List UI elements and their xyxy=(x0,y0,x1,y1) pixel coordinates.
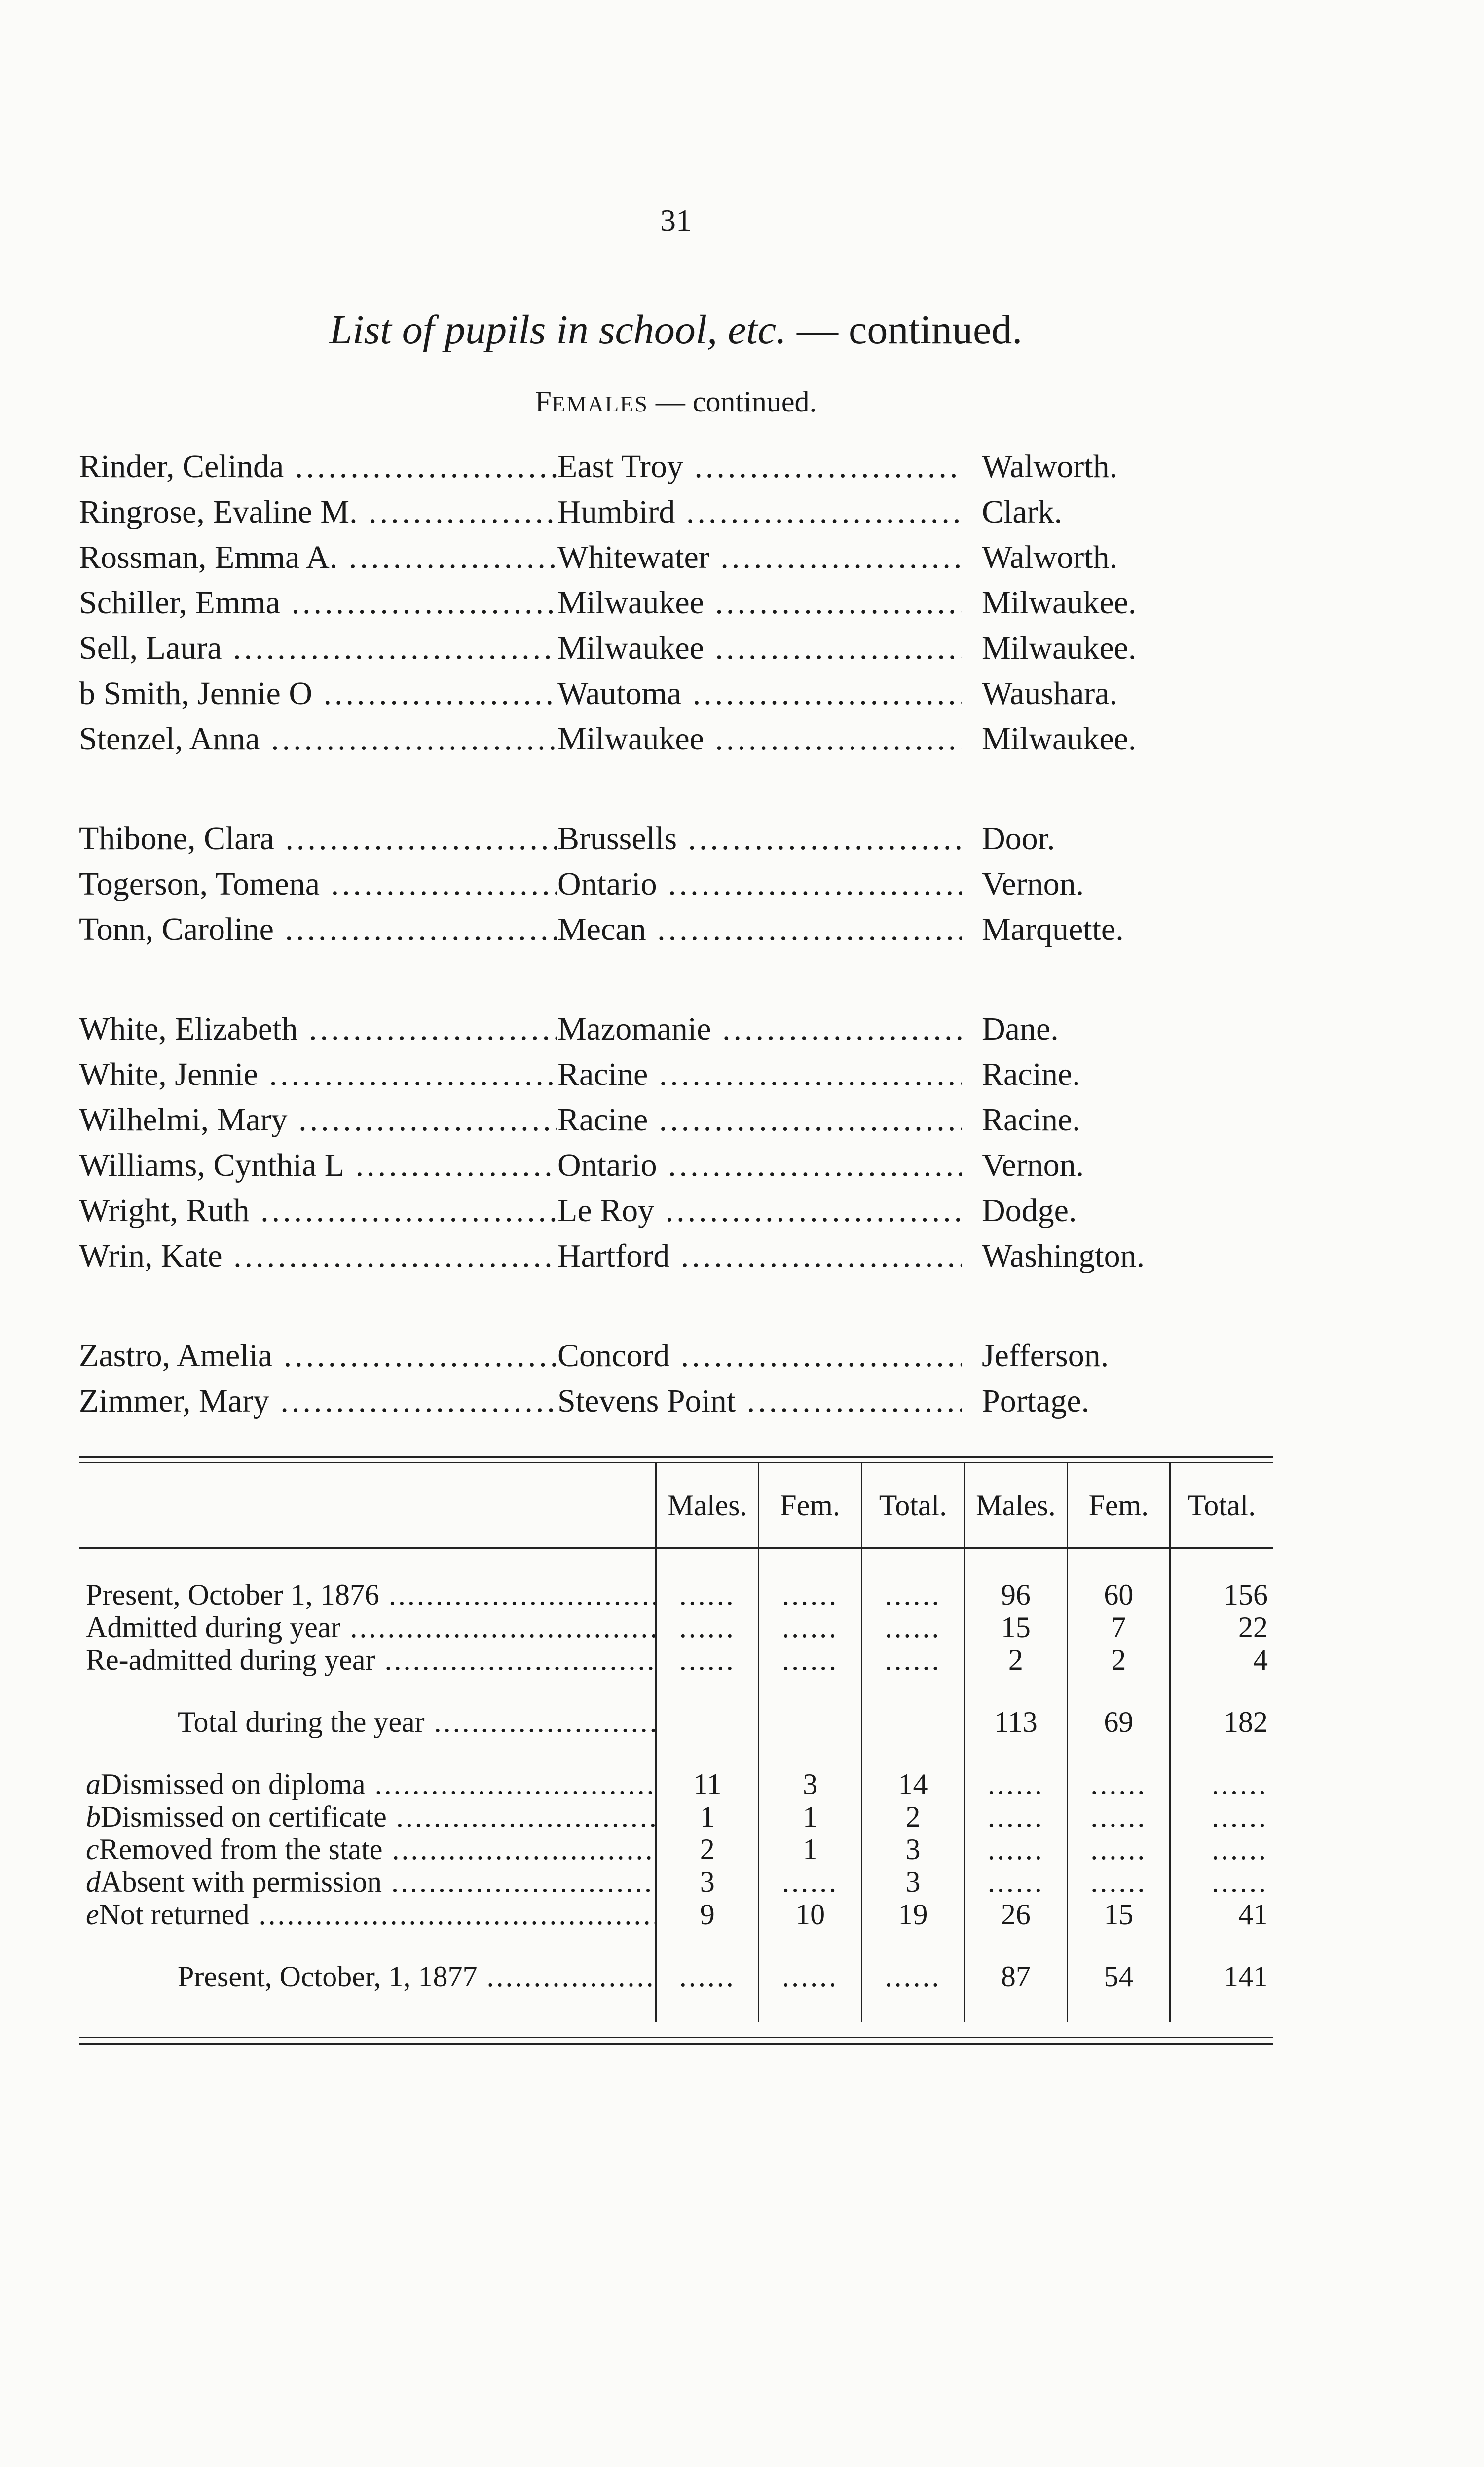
pupil-town: Hartford ..... xyxy=(557,1234,962,1279)
pupil-town: Brussells ..... xyxy=(557,816,962,861)
table-cell: 60 xyxy=(1067,1578,1170,1611)
pupil-row xyxy=(79,861,1273,907)
pupil-row xyxy=(79,1143,1273,1188)
pupil-county: Milwaukee. xyxy=(982,630,1137,666)
pupil-town: Mecan ..... xyxy=(557,907,962,952)
row-label: Present, October 1, 1876 ..... xyxy=(86,1578,656,1611)
pupil-county: Milwaukee. xyxy=(982,585,1137,621)
pupil-name: Tonn, Caroline ..... xyxy=(79,907,557,952)
row-label: Present, October, 1, 1877 ..... xyxy=(178,1960,656,1993)
table-cell: 54 xyxy=(1067,1960,1170,1993)
table-cell xyxy=(1067,1833,1170,1866)
pupil-name: Schiller, Emma ..... xyxy=(79,580,557,626)
table-cell: 9 xyxy=(656,1898,759,1931)
pupil-county: Walworth. xyxy=(982,449,1118,485)
pupil-county: Walworth. xyxy=(982,539,1118,575)
table-cell: 113 xyxy=(965,1706,1067,1738)
table-cell xyxy=(861,1960,964,1993)
pupil-town: Stevens Point ..... xyxy=(557,1379,962,1424)
title-italic: List of pupils in school, etc. xyxy=(329,307,787,353)
pupil-name: Ringrose, Evaline M. ..... xyxy=(79,489,557,535)
pupil-name: White, Jennie ..... xyxy=(79,1052,557,1097)
statistics-table xyxy=(79,1456,1273,2045)
table-cell xyxy=(759,1644,861,1676)
table-cell xyxy=(861,1706,964,1738)
pupil-row xyxy=(79,1052,1273,1097)
table-cell xyxy=(656,1644,759,1676)
pupil-county: Clark. xyxy=(982,494,1063,530)
pupil-county: Racine. xyxy=(982,1102,1080,1138)
pupil-row xyxy=(79,444,1273,489)
pupil-name: Sell, Laura ..... xyxy=(79,626,557,671)
col-header: Fem. xyxy=(1067,1463,1170,1548)
pupil-county: Washington. xyxy=(982,1238,1145,1274)
table-row xyxy=(79,1866,1273,1898)
page-title xyxy=(0,306,1352,354)
pupil-name: Thibone, Clara ..... xyxy=(79,816,557,861)
table-cell xyxy=(656,1706,759,1738)
pupil-row xyxy=(79,816,1273,861)
pupil-town: Le Roy ..... xyxy=(557,1188,962,1234)
pupil-name: Zastro, Amelia ..... xyxy=(79,1333,557,1379)
pupil-group xyxy=(79,1333,1273,1424)
table-row xyxy=(79,1768,1273,1800)
pupil-county: Vernon. xyxy=(982,866,1084,902)
table-cell: 14 xyxy=(861,1768,964,1800)
pupil-name: Rossman, Emma A. ..... xyxy=(79,535,557,580)
pupil-row xyxy=(79,716,1273,762)
table-cell: 1 xyxy=(759,1800,861,1833)
table-cell: 15 xyxy=(965,1611,1067,1644)
pupil-town: Racine ..... xyxy=(557,1097,962,1143)
table-cell: 96 xyxy=(965,1578,1067,1611)
pupil-county: Marquette. xyxy=(982,911,1124,947)
col-header: Males. xyxy=(656,1463,759,1548)
pupil-name: b Smith, Jennie O ..... xyxy=(79,671,557,716)
table-cell xyxy=(861,1611,964,1644)
table-cell: 2 xyxy=(656,1833,759,1866)
pupil-name: Zimmer, Mary ..... xyxy=(79,1379,557,1424)
row-label: Dismissed on diploma ..... xyxy=(101,1768,656,1800)
pupil-town: East Troy ..... xyxy=(557,444,962,489)
row-prefix: e xyxy=(86,1898,99,1931)
pupil-county: Portage. xyxy=(982,1383,1090,1419)
table-cell xyxy=(759,1960,861,1993)
table-cell xyxy=(1170,1768,1273,1800)
table-row xyxy=(79,1800,1273,1833)
pupil-town: Whitewater ..... xyxy=(557,535,962,580)
table-cell xyxy=(1067,1800,1170,1833)
table-cell xyxy=(656,1960,759,1993)
pupil-row xyxy=(79,1007,1273,1052)
attendance-table xyxy=(79,1463,1273,2022)
table-cell: 156 xyxy=(1170,1578,1273,1611)
pupil-town: Ontario ..... xyxy=(557,1143,962,1188)
table-cell: 19 xyxy=(861,1898,964,1931)
pupil-row xyxy=(79,535,1273,580)
pupil-row xyxy=(79,907,1273,952)
section-heading: FEMALES — continued. xyxy=(535,385,817,418)
table-cell: 3 xyxy=(656,1866,759,1898)
row-prefix: c xyxy=(86,1833,99,1866)
table-cell xyxy=(656,1611,759,1644)
table-cell xyxy=(1170,1866,1273,1898)
row-prefix: a xyxy=(86,1768,101,1800)
table-cell: 4 xyxy=(1170,1644,1273,1676)
pupil-town: Wautoma ..... xyxy=(557,671,962,716)
pupil-row xyxy=(79,1234,1273,1279)
pupil-group xyxy=(79,444,1273,762)
pupil-name: Togerson, Tomena ..... xyxy=(79,861,557,907)
table-row xyxy=(79,1578,1273,1611)
pupil-name: Stenzel, Anna ..... xyxy=(79,716,557,762)
table-cell: 1 xyxy=(759,1833,861,1866)
pupil-town: Racine ..... xyxy=(557,1052,962,1097)
table-cell xyxy=(965,1866,1067,1898)
pupil-county: Dodge. xyxy=(982,1193,1077,1229)
row-prefix: d xyxy=(86,1866,101,1898)
pupil-county: Door. xyxy=(982,821,1055,857)
pupil-row xyxy=(79,580,1273,626)
table-cell: 15 xyxy=(1067,1898,1170,1931)
table-cell xyxy=(759,1706,861,1738)
pupil-town: Concord ..... xyxy=(557,1333,962,1379)
table-row xyxy=(79,1833,1273,1866)
col-header: Total. xyxy=(861,1463,964,1548)
pupil-group xyxy=(79,816,1273,952)
pupil-town: Ontario ..... xyxy=(557,861,962,907)
table-cell xyxy=(965,1800,1067,1833)
table-cell: 182 xyxy=(1170,1706,1273,1738)
pupil-group xyxy=(79,1007,1273,1279)
row-label: Not returned ..... xyxy=(99,1898,656,1931)
table-cell xyxy=(1170,1800,1273,1833)
table-cell xyxy=(656,1578,759,1611)
pupil-name: Wilhelmi, Mary ..... xyxy=(79,1097,557,1143)
table-cell: 3 xyxy=(861,1866,964,1898)
table-cell: 41 xyxy=(1170,1898,1273,1931)
pupil-name: Wright, Ruth ..... xyxy=(79,1188,557,1234)
pupil-row xyxy=(79,1333,1273,1379)
table-cell: 3 xyxy=(759,1768,861,1800)
row-label: Dismissed on certificate ..... xyxy=(101,1800,656,1833)
table-row xyxy=(79,1898,1273,1931)
table-cell xyxy=(759,1866,861,1898)
table-cell: 1 xyxy=(656,1800,759,1833)
pupil-town: Milwaukee ..... xyxy=(557,716,962,762)
pupil-row xyxy=(79,1379,1273,1424)
pupil-row xyxy=(79,489,1273,535)
table-row xyxy=(79,1706,1273,1738)
row-label: Total during the year ..... xyxy=(178,1706,656,1738)
table-cell: 22 xyxy=(1170,1611,1273,1644)
pupil-name: Wrin, Kate ..... xyxy=(79,1234,557,1279)
table-cell: 11 xyxy=(656,1768,759,1800)
pupil-county: Milwaukee. xyxy=(982,721,1137,757)
col-header: Total. xyxy=(1170,1463,1273,1548)
row-label: Admitted during year ..... xyxy=(86,1611,656,1644)
row-prefix: b xyxy=(86,1800,101,1833)
table-cell xyxy=(965,1768,1067,1800)
pupil-town: Mazomanie ..... xyxy=(557,1007,962,1052)
table-cell xyxy=(759,1611,861,1644)
pupil-county: Vernon. xyxy=(982,1147,1084,1183)
table-row xyxy=(79,1611,1273,1644)
pupil-name: Williams, Cynthia L ..... xyxy=(79,1143,557,1188)
pupil-county: Waushara. xyxy=(982,675,1118,711)
table-cell xyxy=(1067,1866,1170,1898)
pupil-row xyxy=(79,1097,1273,1143)
table-cell xyxy=(861,1644,964,1676)
table-cell: 69 xyxy=(1067,1706,1170,1738)
table-row xyxy=(79,1644,1273,1676)
pupil-list xyxy=(79,444,1273,1478)
table-cell xyxy=(1170,1833,1273,1866)
pupil-town: Humbird ..... xyxy=(557,489,962,535)
pupil-row xyxy=(79,1188,1273,1234)
table-cell: 141 xyxy=(1170,1960,1273,1993)
row-label: Removed from the state ..... xyxy=(99,1833,656,1866)
table-cell: 7 xyxy=(1067,1611,1170,1644)
table-cell: 2 xyxy=(1067,1644,1170,1676)
pupil-name: Rinder, Celinda ..... xyxy=(79,444,557,489)
table-row xyxy=(79,1960,1273,1993)
pupil-row xyxy=(79,626,1273,671)
table-cell xyxy=(965,1833,1067,1866)
pupil-county: Jefferson. xyxy=(982,1338,1109,1374)
pupil-town: Milwaukee ..... xyxy=(557,580,962,626)
table-cell: 3 xyxy=(861,1833,964,1866)
col-header: Males. xyxy=(965,1463,1067,1548)
table-cell: 10 xyxy=(759,1898,861,1931)
pupil-name: White, Elizabeth ..... xyxy=(79,1007,557,1052)
pupil-county: Dane. xyxy=(982,1011,1059,1047)
top-double-rule xyxy=(79,1456,1273,1463)
bottom-double-rule xyxy=(79,2037,1273,2045)
table-cell xyxy=(759,1578,861,1611)
table-cell: 87 xyxy=(965,1960,1067,1993)
pupil-town: Milwaukee ..... xyxy=(557,626,962,671)
table-cell xyxy=(861,1578,964,1611)
col-header: Fem. xyxy=(759,1463,861,1548)
pupil-row xyxy=(79,671,1273,716)
title-continued: — continued. xyxy=(786,307,1023,353)
row-label: Absent with permission ..... xyxy=(101,1866,656,1898)
table-cell xyxy=(1067,1768,1170,1800)
table-header-row xyxy=(79,1463,1273,1548)
pupil-county: Racine. xyxy=(982,1056,1080,1092)
page-number: 31 xyxy=(660,203,692,238)
row-label: Re-admitted during year ..... xyxy=(86,1644,656,1676)
table-cell: 2 xyxy=(965,1644,1067,1676)
table-cell: 26 xyxy=(965,1898,1067,1931)
table-cell: 2 xyxy=(861,1800,964,1833)
